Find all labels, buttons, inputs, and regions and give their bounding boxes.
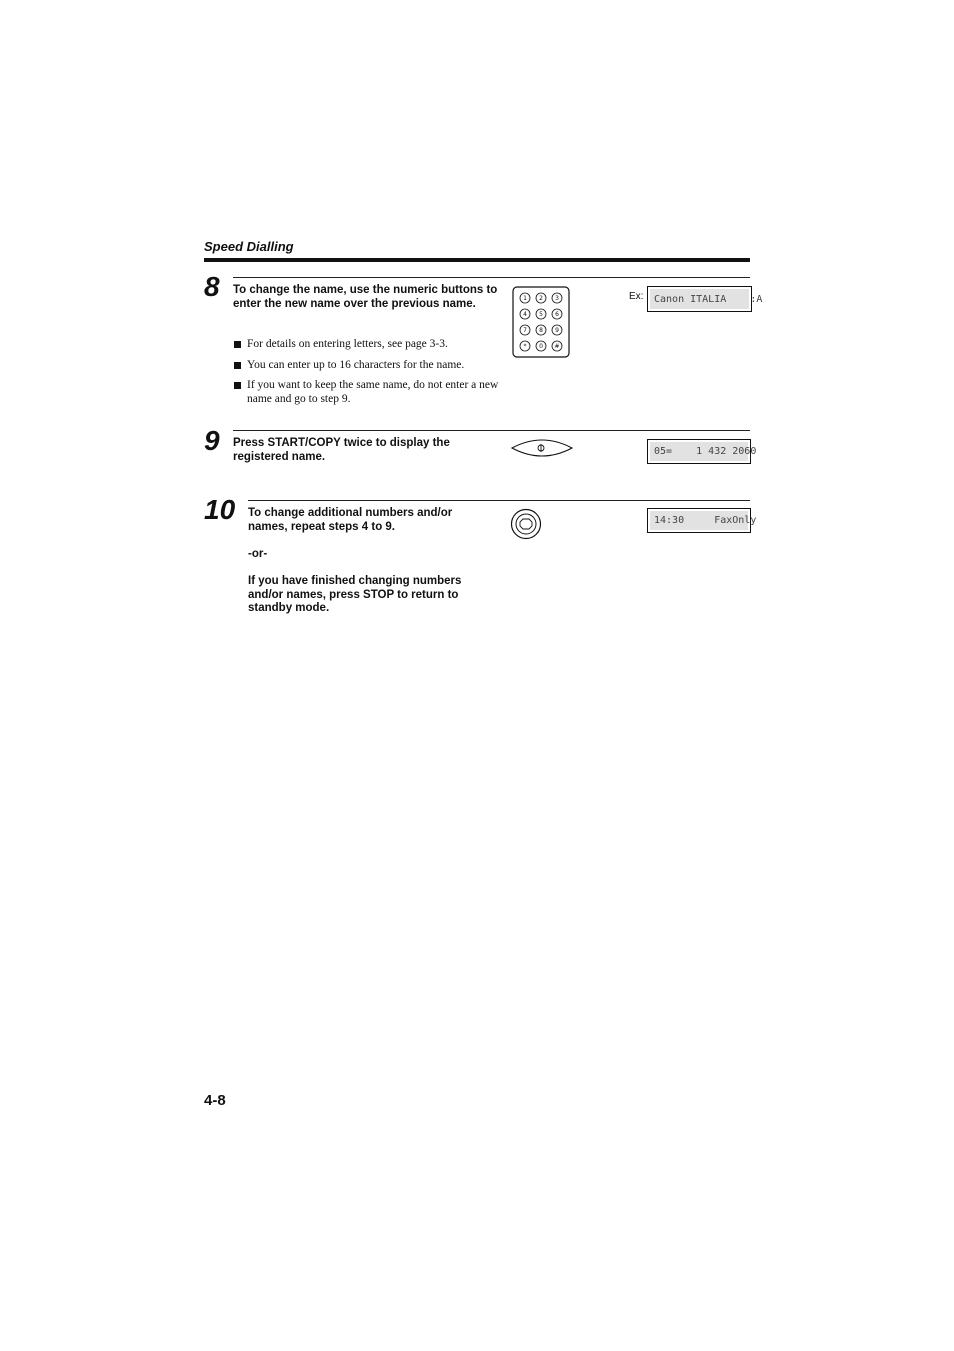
bullet-square-icon [234,341,241,348]
step-9-rule [233,430,750,431]
lcd-text: Canon ITALIA :A [650,289,749,309]
numeric-keypad-icon [512,286,570,358]
step-10-rule [248,500,750,501]
keypad-key-label: 3 [555,295,559,303]
step-10-instruction-alt: If you have finished changing numbers and/or names, press STOP to return to standby mode. [248,575,462,614]
bullet-item: You can enter up to 16 characters for the name. [233,359,508,373]
keypad-key-label: 5 [539,311,543,319]
bullet-item: For details on entering letters, see page 3-3. [233,338,508,352]
bullet-square-icon [234,362,241,369]
step-8-bullets [233,338,508,413]
step-10-number: 10 [204,494,236,525]
step-8-rule [233,277,750,278]
lcd-display-step-9 [647,439,757,464]
lcd-display-step-10 [647,508,757,533]
page-number: 4-8 [204,1092,226,1109]
step-8-number: 8 [204,271,220,302]
bullet-square-icon [234,382,241,389]
keypad-key-label: 4 [523,311,527,319]
keypad-key-label: 7 [523,327,527,335]
keypad-key-label: * [523,343,527,351]
step-10-instruction: To change additional numbers and/or names, repeat steps 4 to 9. [248,507,453,533]
keypad-key-label: 9 [555,327,559,335]
stop-button-icon [510,508,542,540]
lcd-text: 14:30 FaxOnly [650,511,748,530]
keypad-key-label: 2 [539,295,543,303]
lcd-text: 05= 1 432 2060 [650,442,748,461]
display-example-label: Ex: [629,291,644,302]
start-copy-button-icon [510,438,574,458]
step-10-or-separator: -or- [248,548,268,560]
keypad-key-label: 6 [555,311,559,319]
bullet-item: If you want to keep the same name, do not enter a new name and go to step 9. [233,379,508,406]
step-9-number: 9 [204,425,220,456]
keypad-key-label: 8 [539,327,543,335]
step-9-instruction: Press START/COPY twice to display the registered name. [233,437,450,463]
keypad-key-label: 1 [523,295,527,303]
keypad-key-label: 0 [539,343,543,351]
keypad-key-label: # [554,343,560,351]
step-8-instruction: To change the name, use the numeric buttons to enter the new name over the previous name. [233,284,498,310]
header-rule [204,258,750,262]
lcd-display-step-8 [647,286,763,312]
section-title: Speed Dialling [204,239,294,254]
